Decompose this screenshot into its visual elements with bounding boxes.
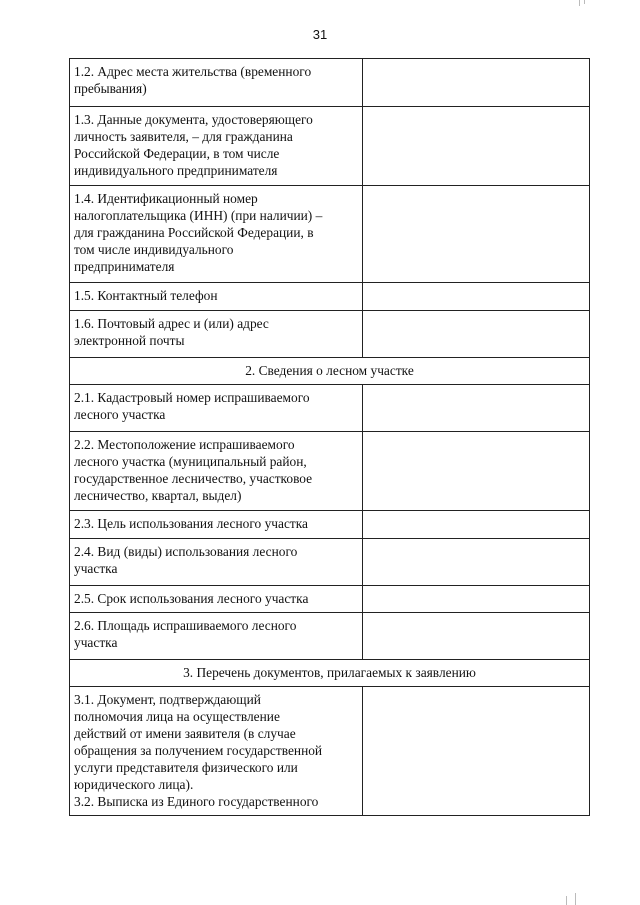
row-value-cell[interactable] — [363, 385, 590, 432]
row-value-cell[interactable] — [363, 687, 590, 816]
row-label-text: 2.6. Площадь испрашиваемого лесного участка — [74, 618, 297, 650]
row-label — [70, 59, 363, 107]
application-form-table — [69, 58, 590, 816]
table-row — [70, 586, 590, 613]
row-label-text: 2.4. Вид (виды) использования лесного участка — [74, 544, 298, 576]
row-value-cell[interactable] — [363, 586, 590, 613]
row-label — [70, 385, 363, 432]
row-label-text: 1.6. Почтовый адрес и (или) адрес электронной почты — [74, 316, 269, 348]
scan-mark-top — [584, 0, 585, 4]
row-value-cell[interactable] — [363, 511, 590, 539]
scan-mark-bottom — [566, 896, 567, 905]
section-2-title: 2. Сведения о лесном участке — [70, 358, 590, 385]
row-label-text: 2.1. Кадастровый номер испрашиваемого лесного участка — [74, 390, 310, 422]
row-label — [70, 432, 363, 511]
row-value-cell[interactable] — [363, 311, 590, 358]
section-header-row — [70, 660, 590, 687]
table-row — [70, 59, 590, 107]
row-value-cell[interactable] — [363, 59, 590, 107]
page-number: 31 — [312, 27, 328, 42]
table-row — [70, 186, 590, 283]
row-value-cell[interactable] — [363, 283, 590, 311]
table-row — [70, 613, 590, 660]
row-label-text: 1.4. Идентификационный номер налогоплательщика (ИНН) (при наличии) – для гражданина Российской Федерации, в том числе индивидуального предпринимателя — [74, 191, 323, 274]
row-label — [70, 687, 363, 816]
table-row — [70, 432, 590, 511]
row-label — [70, 539, 363, 586]
row-label-text: 2.3. Цель использования лесного участка — [74, 516, 308, 531]
row-label — [70, 586, 363, 613]
row-label — [70, 107, 363, 186]
table-row — [70, 107, 590, 186]
row-label-text: 2.2. Местоположение испрашиваемого лесного участка (муниципальный район, государственное лесничество, участковое лесничество, квартал, выдел) — [74, 437, 313, 503]
table-row — [70, 311, 590, 358]
row-label-text: 2.5. Срок использования лесного участка — [74, 591, 309, 606]
row-label — [70, 283, 363, 311]
scan-mark-bottom — [575, 893, 576, 905]
row-label-text: 1.5. Контактный телефон — [74, 288, 218, 303]
row-label-text: 3.1. Документ, подтверждающий полномочия лица на осуществление действий от имени заявителя (в случае обращения за получением государственной услуги представителя физического или юридического лица). 3.2. Выписка из Единого государственного — [74, 692, 323, 809]
row-value-cell[interactable] — [363, 432, 590, 511]
row-label — [70, 613, 363, 660]
scan-mark-top — [579, 0, 580, 6]
row-value-cell[interactable] — [363, 186, 590, 283]
table-row — [70, 385, 590, 432]
section-header-row — [70, 358, 590, 385]
table-row — [70, 687, 590, 816]
row-label — [70, 511, 363, 539]
row-value-cell[interactable] — [363, 613, 590, 660]
row-label — [70, 186, 363, 283]
table-row — [70, 283, 590, 311]
row-label-text: 1.2. Адрес места жительства (временного пребывания) — [74, 64, 312, 96]
table-row — [70, 539, 590, 586]
table-row — [70, 511, 590, 539]
row-label — [70, 311, 363, 358]
section-3-title: 3. Перечень документов, прилагаемых к заявлению — [70, 660, 590, 687]
row-value-cell[interactable] — [363, 107, 590, 186]
row-label-text: 1.3. Данные документа, удостоверяющего личность заявителя, – для гражданина Российской Федерации, в том числе индивидуального предпринимателя — [74, 112, 313, 178]
row-value-cell[interactable] — [363, 539, 590, 586]
